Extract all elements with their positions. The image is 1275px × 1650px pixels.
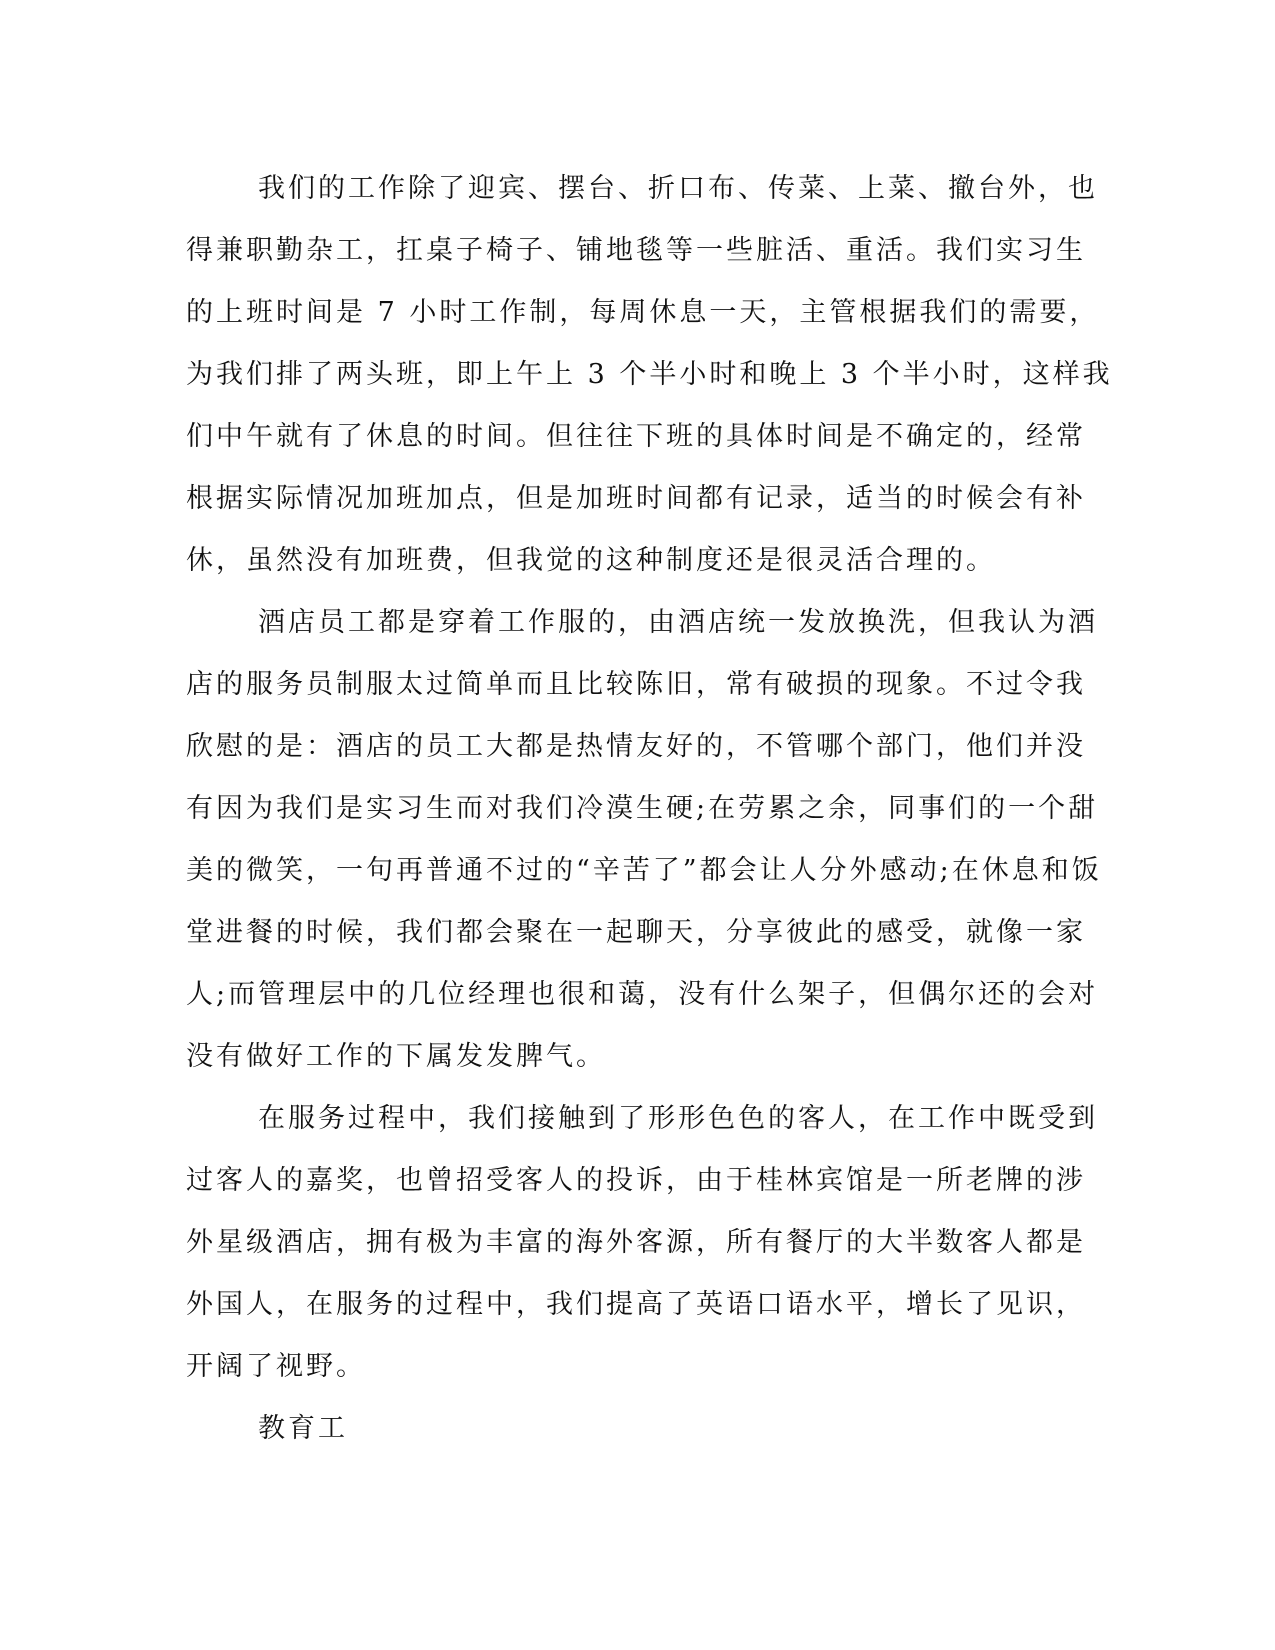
text-line: 有因为我们是实习生而对我们冷漠生硬;在劳累之余，同事们的一个甜: [186, 793, 1099, 824]
paragraph-staff-uniforms: [186, 592, 1102, 1088]
text-line: 酒店员工都是穿着工作服的，由酒店统一发放换洗，但我认为酒: [258, 607, 1098, 638]
text-line: 店的服务员制服太过简单而且比较陈旧，常有破损的现象。不过令我: [186, 669, 1086, 700]
text-line: 得兼职勤杂工，扛桌子椅子、铺地毯等一些脏活、重活。我们实习生: [186, 235, 1086, 266]
text-line: 的上班时间是 7 小时工作制，每周休息一天，主管根据我们的需要，: [186, 297, 1100, 328]
paragraph-education: [186, 1398, 1074, 1460]
paragraph-service-experience: [186, 1088, 1098, 1398]
text-line: 休，虽然没有加班费，但我觉的这种制度还是很灵活合理的。: [186, 545, 996, 576]
text-line: 美的微笑，一句再普通不过的“辛苦了”都会让人分外感动;在休息和饭: [186, 855, 1102, 886]
text-line: 我们的工作除了迎宾、摆台、折口布、传菜、上菜、撤台外，也: [258, 173, 1098, 204]
text-line: 开阔了视野。: [186, 1351, 366, 1382]
text-line: 根据实际情况加班加点，但是加班时间都有记录，适当的时候会有补: [186, 483, 1086, 514]
text-line: 堂进餐的时候，我们都会聚在一起聊天，分享彼此的感受，就像一家: [186, 917, 1086, 948]
text-line: 们中午就有了休息的时间。但往往下班的具体时间是不确定的，经常: [186, 421, 1086, 452]
text-line: 教育工: [258, 1413, 348, 1444]
text-line: 欣慰的是：酒店的员工大都是热情友好的，不管哪个部门，他们并没: [186, 731, 1086, 762]
paragraph-work-duties: [186, 158, 1113, 592]
text-line: 外星级酒店，拥有极为丰富的海外客源，所有餐厅的大半数客人都是: [186, 1227, 1086, 1258]
text-line: 外国人，在服务的过程中，我们提高了英语口语水平，增长了见识，: [186, 1289, 1086, 1320]
text-line: 人;而管理层中的几位经理也很和蔼，没有什么架子，但偶尔还的会对: [186, 979, 1099, 1010]
text-line: 没有做好工作的下属发发脾气。: [186, 1041, 606, 1072]
text-line: 过客人的嘉奖，也曾招受客人的投诉，由于桂林宾馆是一所老牌的涉: [186, 1165, 1086, 1196]
document-body: [186, 158, 1113, 1460]
text-line: 在服务过程中，我们接触到了形形色色的客人，在工作中既受到: [258, 1103, 1098, 1134]
text-line: 为我们排了两头班，即上午上 3 个半小时和晚上 3 个半小时，这样我: [186, 359, 1113, 390]
